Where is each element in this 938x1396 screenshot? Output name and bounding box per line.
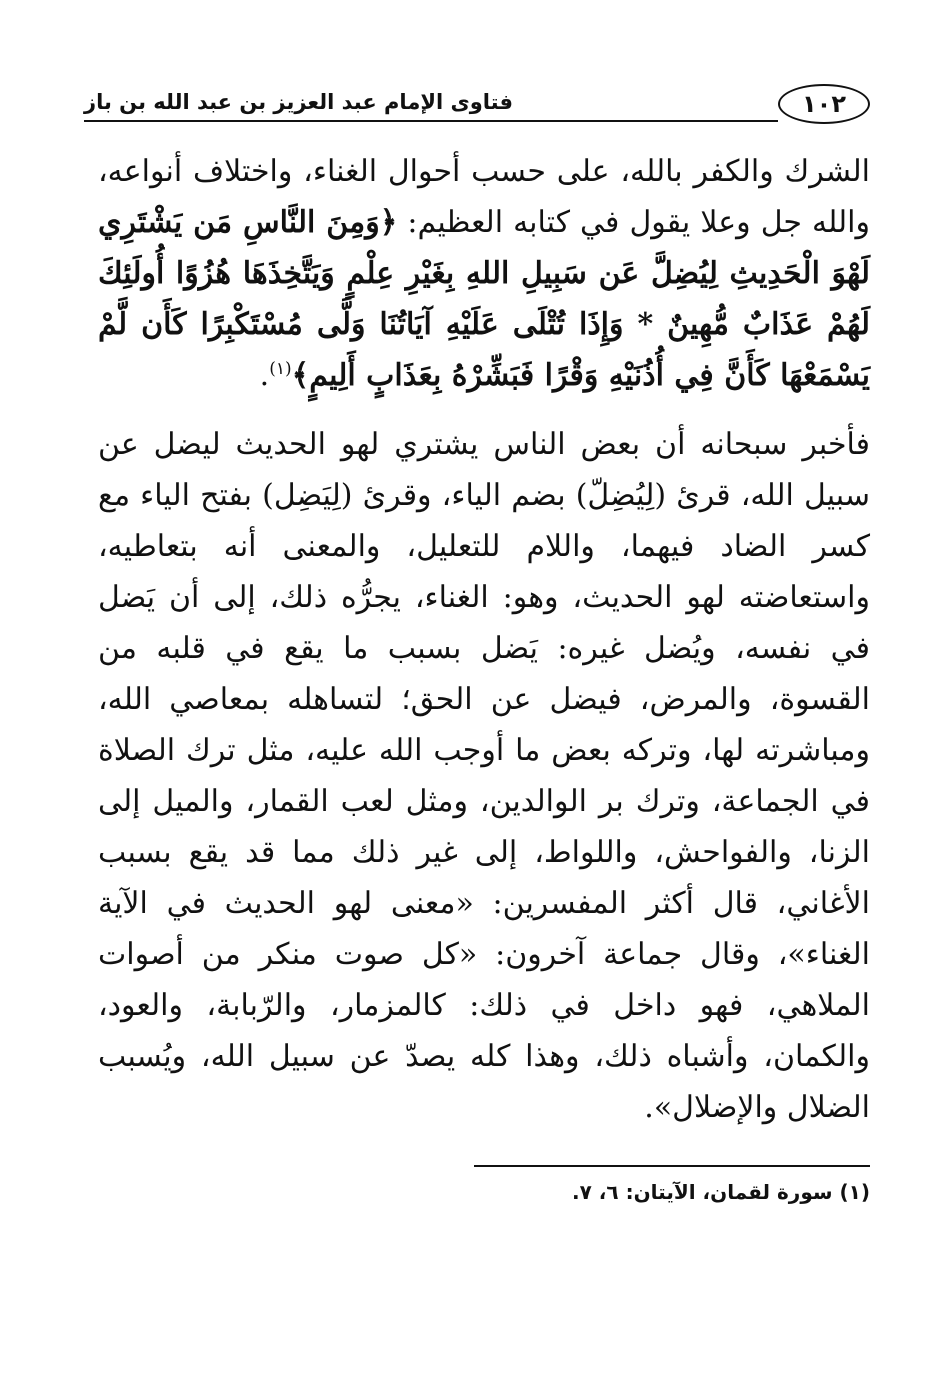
footnote-rule [474,1165,870,1167]
paragraph-quran-citation [98,146,870,401]
footnote-1: (١) سورة لقمان، الآيتان: ٦، ٧. [572,1180,870,1204]
paragraph-end: . [259,358,270,393]
paragraph-intro: الشرك والكفر بالله، على حسب أحوال الغناء، واختلاف أنواعه، والله جل وعلا يقول في كتابه العظيم: [98,154,870,240]
footnote-reference: (١) [269,359,292,379]
page-number: ١٠٢ [778,84,870,124]
quran-verse: ﴿وَمِنَ النَّاسِ مَن يَشْتَرِي لَهْوَ الْحَدِيثِ لِيُضِلَّ عَن سَبِيلِ اللهِ بِغَيْرِ عِلْمٍ وَيَتَّخِذَهَا هُزُوًا أُولَئِكَ لَهُمْ عَذَابٌ مُّهِينٌ * وَإِذَا تُتْلَى عَلَيْهِ آيَاتُنَا وَلَّى مُسْتَكْبِرًا كَأَن لَّمْ يَسْمَعْهَا كَأَنَّ فِي أُذُنَيْهِ وَقْرًا فَبَشِّرْهُ بِعَذَابٍ أَلِيمٍ﴾ [98,205,870,393]
running-title: فتاوى الإمام عبد العزيز بن عبد الله بن باز [84,90,513,114]
main-text [98,146,870,1133]
header-rule [84,120,778,122]
page-header [84,84,870,132]
paragraph-explanation: فأخبر سبحانه أن بعض الناس يشتري لهو الحديث ليضل عن سبيل الله، قرئ (لِيُضِلّ) بضم الياء، وقرئ (لِيَضِل) بفتح الياء مع كسر الضاد فيهما، واللام للتعليل، والمعنى أنه بتعاطيه، واستعاضته لهو الحديث، وهو: الغناء، يجرُّه ذلك، إلى أن يَضل في نفسه، ويُضل غيره: يَضل بسبب ما يقع في قلبه من القسوة، والمرض، فيضل عن الحق؛ لتساهله بمعاصي الله، ومباشرته لها، وتركه بعض ما أوجب الله عليه، مثل ترك الصلاة في الجماعة، وترك بر الوالدين، ومثل لعب القمار، والميل إلى الزنا، والفواحش، واللواط، إلى غير ذلك مما قد يقع بسبب الأغاني، قال أكثر المفسرين: «معنى لهو الحديث في الآية الغناء»، وقال جماعة آخرون: «كل صوت منكر من أصوات الملاهي، فهو داخل في ذلك: كالمزمار، والرّبابة، والعود، والكمان، وأشباه ذلك، وهذا كله يصدّ عن سبيل الله، ويُسبب الضلال والإضلال». [98,427,870,1125]
